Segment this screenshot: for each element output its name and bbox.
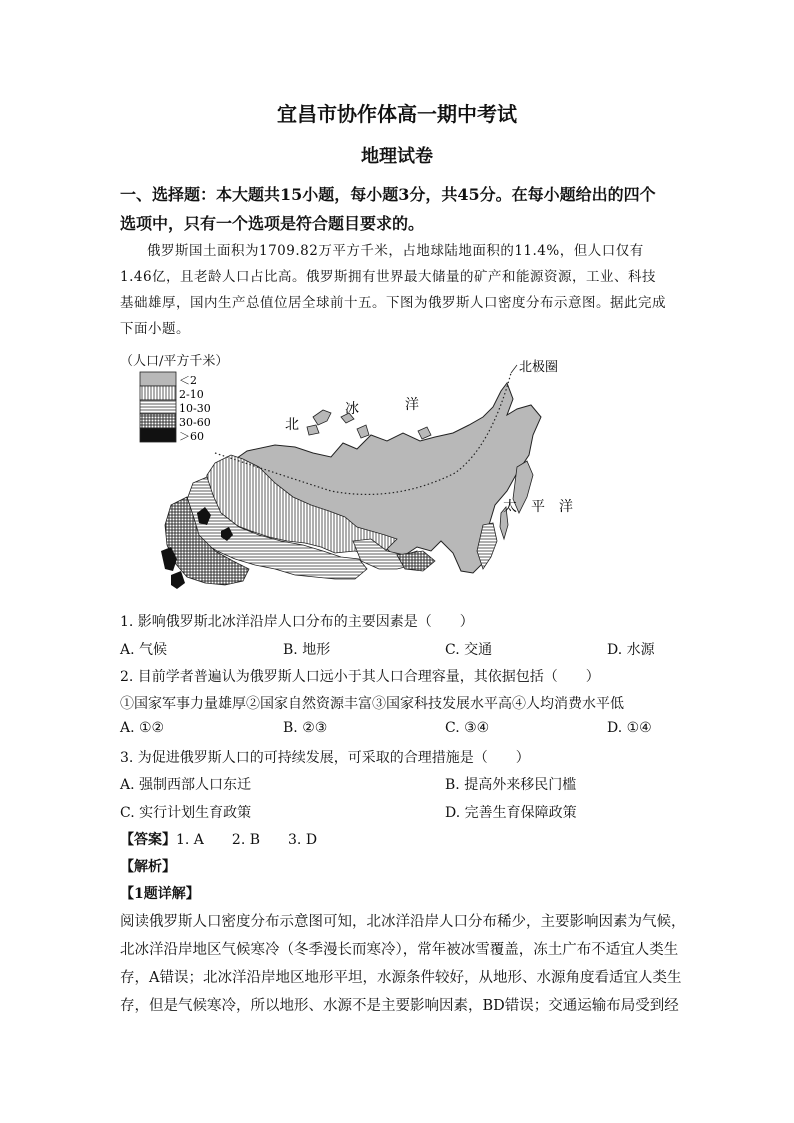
question-1-option-d[interactable]: D. 水源 (607, 642, 655, 658)
question-3-option-a[interactable]: A. 强制西部人口东迁 (120, 777, 252, 793)
analysis-line: 北冰洋沿岸地区气候寒冷（冬季漫长而寒冷），常年被冰雪覆盖，冻土广布不适宜人类生 (120, 942, 679, 958)
question-1-stem: 1. 影响俄罗斯北冰洋沿岸人口分布的主要因素是（ ） (120, 614, 474, 630)
ocean-label-bing: 冰 (345, 401, 359, 417)
question-2-option-c[interactable]: C. ③④ (445, 720, 490, 736)
severnaya-zemlya-island (357, 425, 369, 438)
legend-label: 10-30 (179, 402, 211, 415)
question-2-statements: ①国家军事力量雄厚②国家自然资源丰富③国家科技发展水平高④人均消费水平低 (120, 696, 624, 712)
section-heading-line1: 一、选择题：本大题共15小题，每小题3分，共45分。在每小题给出的四个 (120, 185, 656, 204)
question-1-option-b[interactable]: B. 地形 (283, 642, 331, 658)
section-heading-line2: 选项中，只有一个选项是符合题目要求的。 (120, 214, 425, 233)
legend-label: 2-10 (179, 388, 204, 401)
question-1-option-c[interactable]: C. 交通 (445, 642, 493, 658)
answer-line (120, 829, 317, 849)
question-2-option-d[interactable]: D. ①④ (607, 720, 652, 736)
q1-analysis-label: 【1题详解】 (120, 886, 200, 902)
legend-label: ＜2 (179, 374, 197, 387)
question-2-option-a[interactable]: A. ①② (120, 720, 165, 736)
arctic-circle-leader (511, 365, 517, 373)
ocean-label-bei: 北 (285, 417, 299, 433)
analysis-line: 存，但是气候寒冷，所以地形、水源不是主要影响因素，BD错误；交通运输布局受到经 (120, 998, 679, 1014)
caucasus-high-density (171, 571, 185, 589)
map-legend (140, 372, 211, 443)
analysis-line: 阅读俄罗斯人口密度分布示意图可知，北冰洋沿岸人口分布稀少，主要影响因素为气候， (120, 914, 686, 930)
novaya-zemlya-island (307, 410, 331, 435)
legend-label: ＞60 (179, 430, 204, 443)
question-3-option-c[interactable]: C. 实行计划生育政策 (120, 805, 252, 821)
arctic-circle-label: 北极圈 (519, 360, 559, 375)
analysis-label: 【解析】 (120, 859, 176, 875)
intro-paragraph: 俄罗斯国土面积为1709.82万平方千米，占地球陆地面积的11.4%，但人口仅有1.46亿，且老龄人口占比高。俄罗斯拥有世界最大储量的矿产和能源资源，工业、科技基础雄厚，国内生产总值位居全球前十五。下图为俄罗斯人口密度分布示意图。据此完成下面小题。 (120, 243, 666, 337)
question-3-stem: 3. 为促进俄罗斯人口的可持续发展，可采取的合理措施是（ ） (120, 750, 530, 766)
answer-label: 【答案】 (120, 832, 176, 848)
pacific-label: 太 平 洋 (503, 499, 573, 515)
question-1-option-a[interactable]: A. 气候 (120, 642, 168, 658)
question-2-stem: 2. 目前学者普遍认为俄罗斯人口远小于其人口合理容量，其依据包括（ ） (120, 669, 600, 685)
russia-population-density-map (135, 355, 615, 595)
siberia-30-60-density (397, 551, 435, 571)
question-2-option-b[interactable]: B. ②③ (283, 720, 328, 736)
analysis-line: 存，A错误；北冰洋沿岸地区地形平坦，水源条件较好，从地形、水源角度看适宜人类生 (120, 970, 682, 986)
question-3-option-d[interactable]: D. 完善生育保障政策 (445, 805, 577, 821)
ocean-label-yang: 洋 (405, 397, 419, 413)
new-siberian-island (418, 427, 431, 439)
legend-label: 30-60 (179, 416, 211, 429)
map-unit-label: （人口/平方千米） (120, 354, 229, 369)
answer-text: 1. A 2. B 3. D (176, 832, 318, 848)
exam-title: 宜昌市协作体高一期中考试 (277, 102, 517, 126)
question-3-option-b[interactable]: B. 提高外来移民门槛 (445, 777, 577, 793)
exam-subtitle: 地理试卷 (361, 146, 433, 167)
